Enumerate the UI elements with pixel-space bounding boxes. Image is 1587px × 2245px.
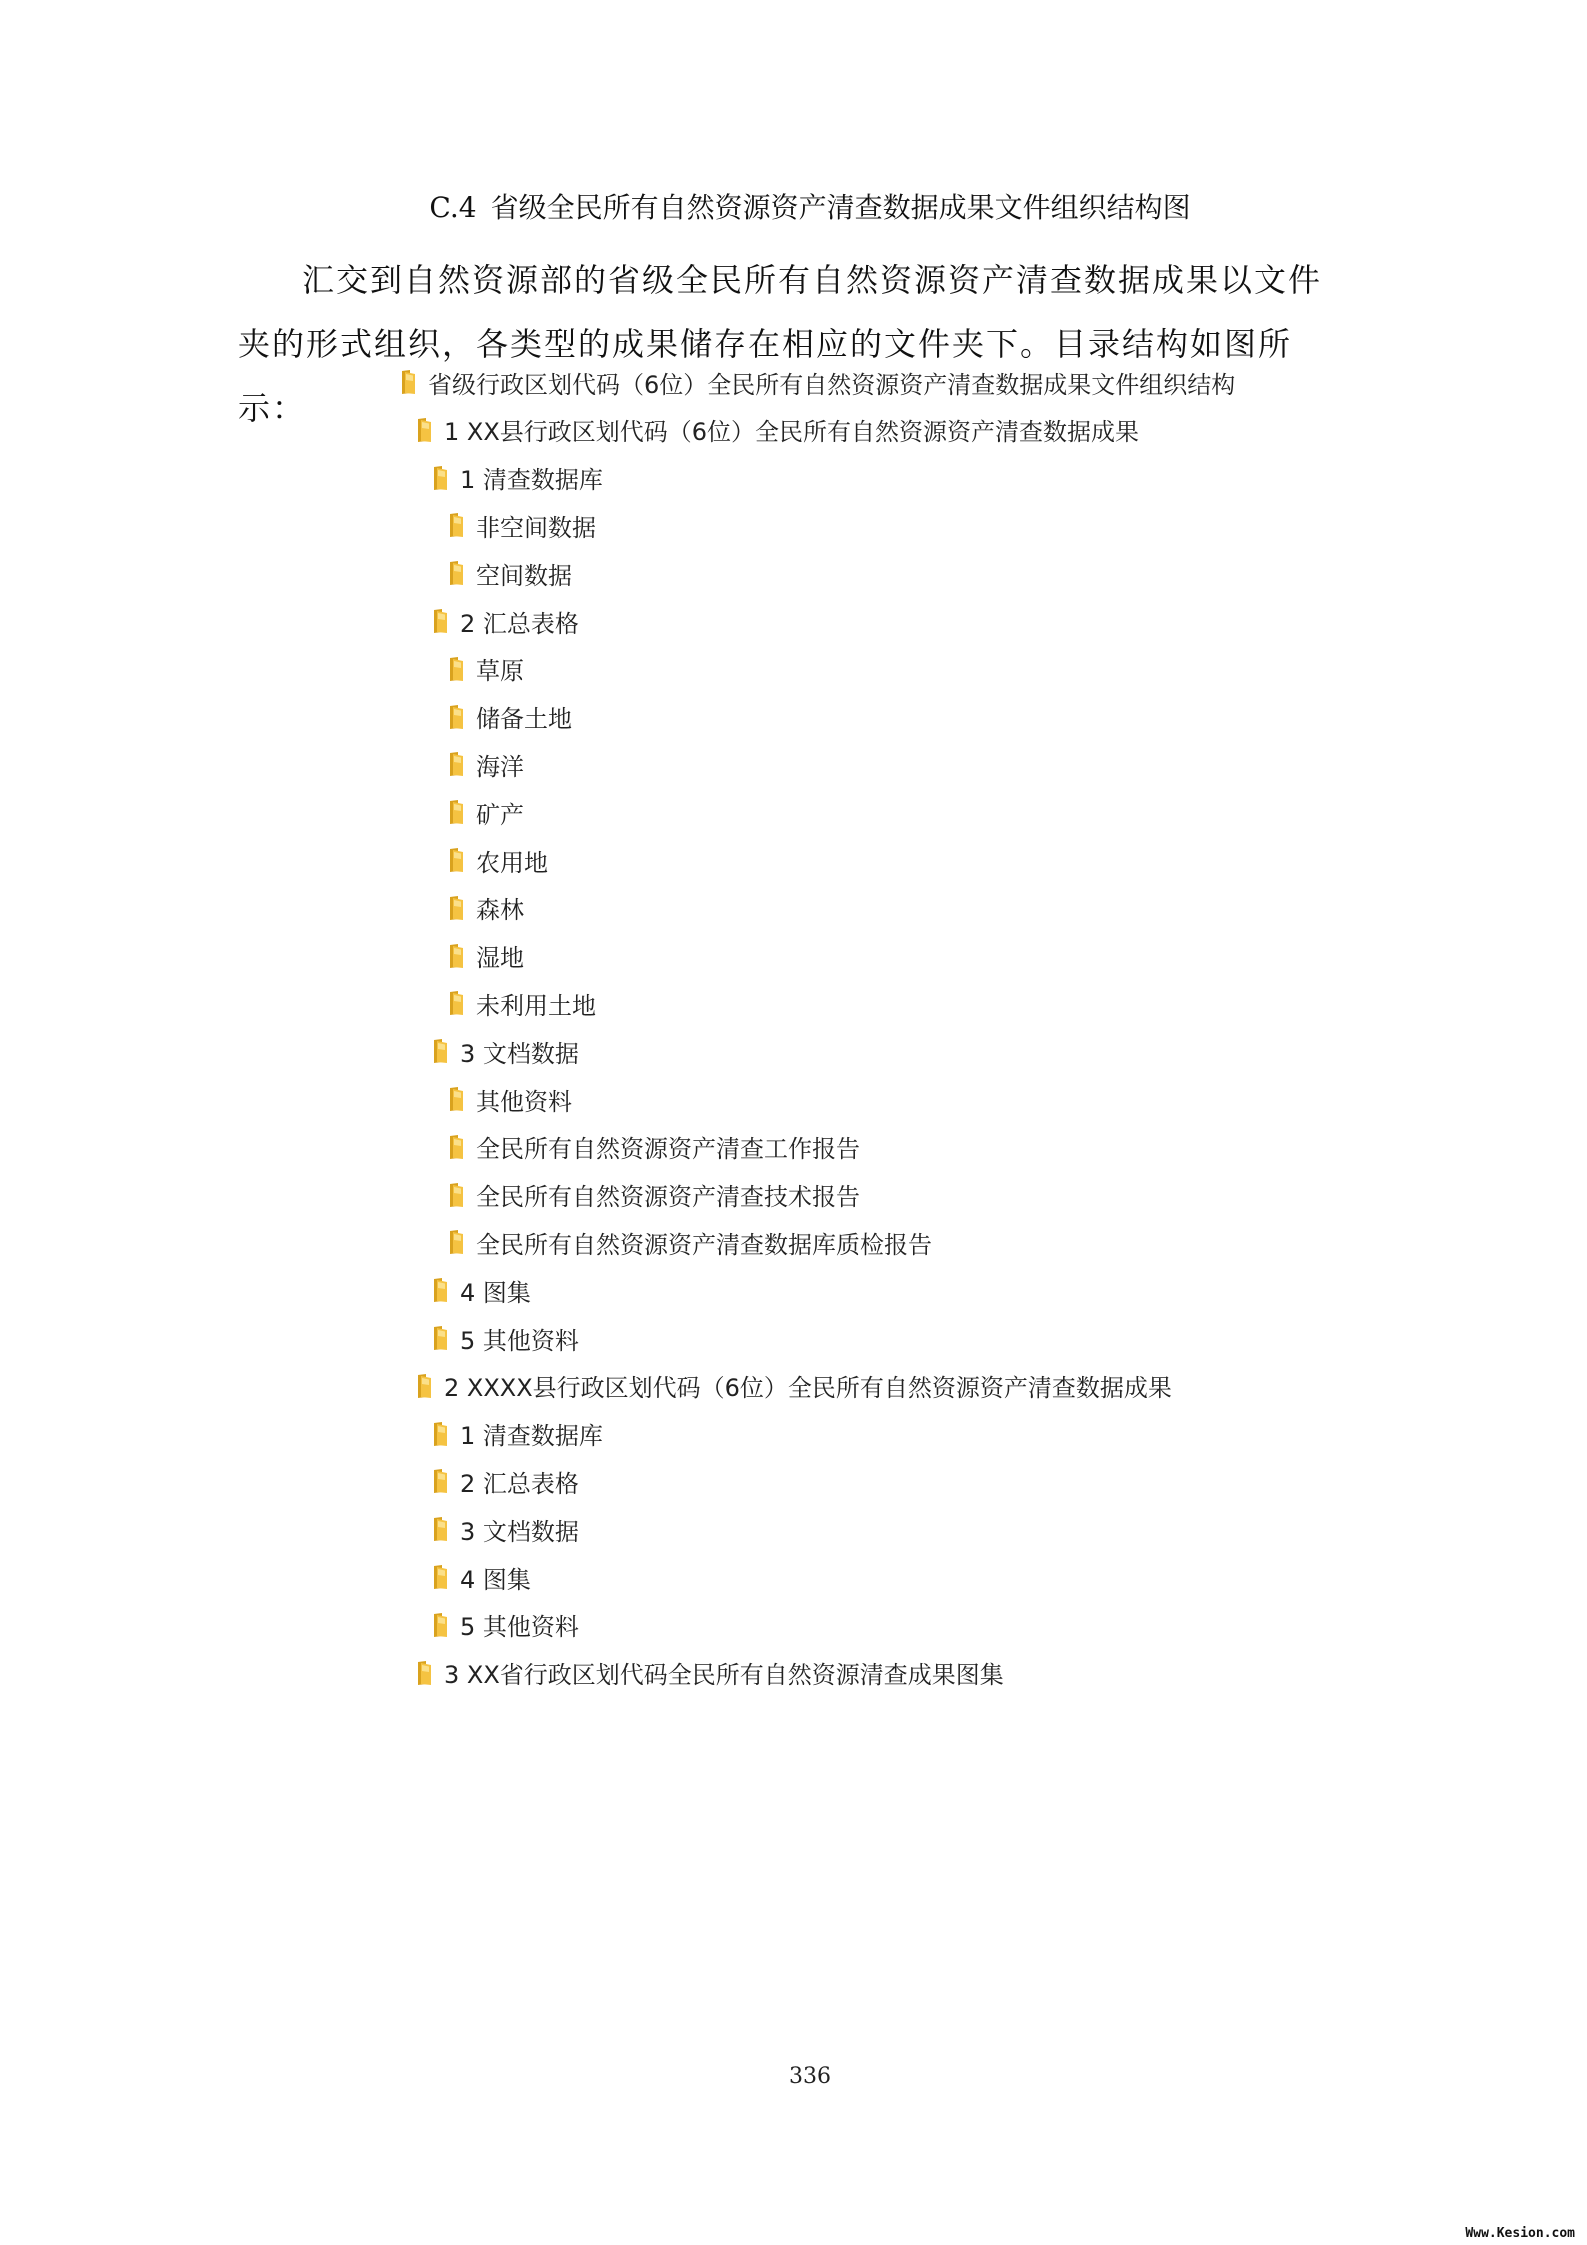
folder-icon [448,656,464,682]
tree-item[interactable] [432,601,579,641]
folder-icon [432,465,448,491]
section-number: C.4 [429,191,477,224]
tree-item[interactable] [448,505,596,545]
folder-icon [448,895,464,921]
tree-item-label: 草原 [476,657,524,686]
tree-item-label: 空间数据 [476,561,572,590]
folder-icon [448,751,464,777]
folder-icon [416,1373,432,1399]
tree-item-label: 储备土地 [476,705,572,734]
tree-item-label: 全民所有自然资源资产清查工作报告 [476,1135,860,1164]
tree-item-label: 3 文档数据 [460,1039,579,1068]
tree-item[interactable] [400,362,1235,402]
tree-item-label: 2 XXXX县行政区划代码（6位）全民所有自然资源资产清查数据成果 [444,1374,1172,1403]
tree-item[interactable] [448,649,524,689]
folder-icon [448,1182,464,1208]
tree-item[interactable] [432,1031,579,1071]
folder-icon [432,608,448,634]
tree-item[interactable] [416,1653,1004,1693]
tree-item[interactable] [432,1557,531,1597]
tree-item-label: 全民所有自然资源资产清查数据库质检报告 [476,1230,932,1259]
folder-icon [416,1660,432,1686]
tree-item[interactable] [432,1461,579,1501]
tree-item[interactable] [432,1270,531,1310]
tree-item[interactable] [448,1079,572,1119]
tree-item[interactable] [432,458,603,498]
tree-item-label: 其他资料 [476,1087,572,1116]
folder-icon [432,1325,448,1351]
folder-icon [448,943,464,969]
tree-item-label: 3 XX省行政区划代码全民所有自然资源清查成果图集 [444,1661,1004,1690]
folder-icon [432,1564,448,1590]
tree-item-label: 5 其他资料 [460,1326,579,1355]
folder-icon [448,512,464,538]
tree-item[interactable] [448,697,572,737]
watermark: Www.Kesion.com [1465,2226,1575,2241]
folder-icon [400,369,416,395]
tree-item[interactable] [448,840,548,880]
tree-item[interactable] [416,1366,1172,1406]
folder-icon [448,847,464,873]
tree-item-label: 1 清查数据库 [460,466,603,495]
folder-icon [448,990,464,1016]
folder-icon [416,417,432,443]
folder-icon [432,1612,448,1638]
tree-item-label: 2 汇总表格 [460,1469,579,1498]
tree-item[interactable] [448,936,524,976]
folder-icon [432,1277,448,1303]
tree-item[interactable] [432,1509,579,1549]
tree-item-label: 湿地 [476,944,524,973]
tree-item-label: 森林 [476,896,524,925]
tree-item[interactable] [416,410,1139,450]
folder-icon [448,704,464,730]
tree-item-label: 2 汇总表格 [460,609,579,638]
tree-item-label: 1 清查数据库 [460,1422,603,1451]
folder-icon [448,1134,464,1160]
tree-item[interactable] [448,1222,932,1262]
tree-item[interactable] [432,1318,579,1358]
tree-item[interactable] [448,888,524,928]
tree-item-label: 矿产 [476,800,524,829]
tree-item-label: 非空间数据 [476,513,596,542]
tree-item-label: 1 XX县行政区划代码（6位）全民所有自然资源资产清查数据成果 [444,418,1140,447]
folder-icon [432,1421,448,1447]
tree-item[interactable] [448,1127,860,1167]
folder-icon [448,1086,464,1112]
tree-item-label: 4 图集 [460,1278,531,1307]
tree-item-label: 省级行政区划代码（6位）全民所有自然资源资产清查数据成果文件组织结构 [428,370,1236,399]
tree-item-label: 全民所有自然资源资产清查技术报告 [476,1183,860,1212]
tree-item-label: 3 文档数据 [460,1517,579,1546]
tree-item[interactable] [448,553,572,593]
intro-paragraph: 汇交到自然资源部的省级全民所有自然资源资产清查数据成果以文件夹的形式组织，各类型的成果储存在相应的文件夹下。目录结构如图所示： [238,261,1323,427]
folder-icon [448,799,464,825]
section-title-text: 省级全民所有自然资源资产清查数据成果文件组织结构图 [490,191,1191,224]
tree-item-label: 4 图集 [460,1565,531,1594]
folder-icon [432,1516,448,1542]
folder-icon [448,1229,464,1255]
page-number: 336 [789,2064,831,2089]
tree-item[interactable] [448,983,596,1023]
tree-item-label: 5 其他资料 [460,1613,579,1642]
tree-item-label: 未利用土地 [476,991,596,1020]
tree-item[interactable] [432,1414,603,1454]
tree-item[interactable] [448,1175,860,1215]
tree-item-label: 农用地 [476,848,548,877]
tree-item[interactable] [432,1605,579,1645]
tree-item-label: 海洋 [476,752,524,781]
tree-item[interactable] [448,744,524,784]
folder-icon [432,1038,448,1064]
tree-item[interactable] [448,792,524,832]
folder-icon [448,560,464,586]
folder-icon [432,1468,448,1494]
